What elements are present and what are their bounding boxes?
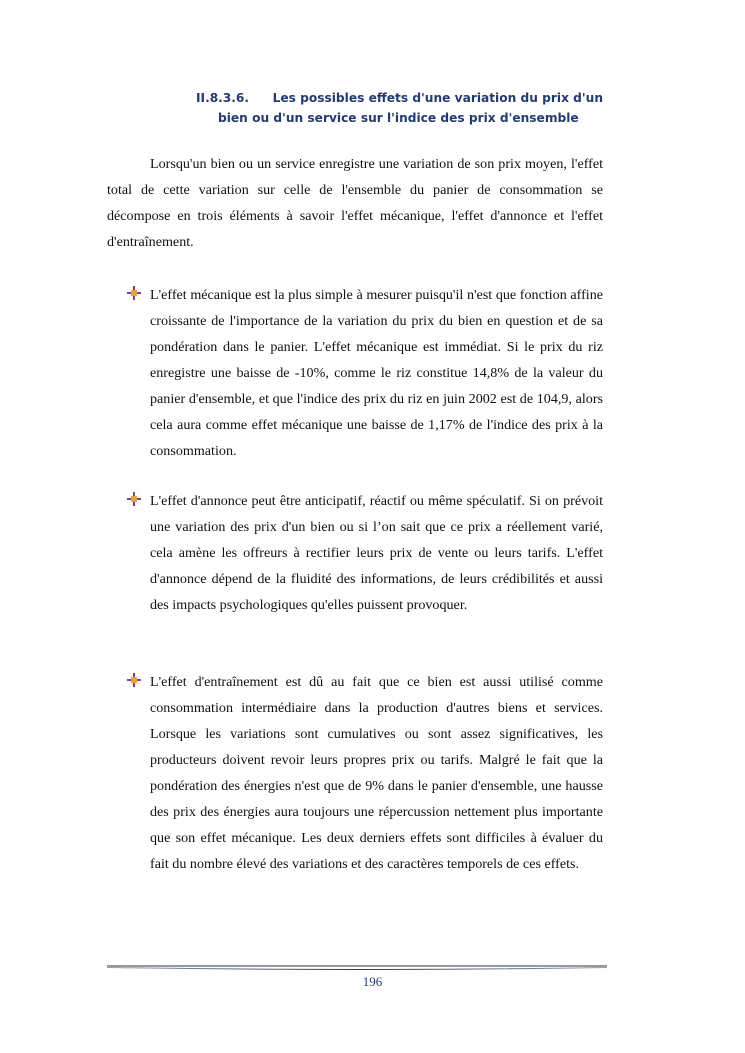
bullet-star-icon [127, 286, 141, 300]
bullet-item-announcement-effect [127, 488, 603, 618]
bullet-star-icon [127, 492, 141, 506]
section-number: II.8.3.6. [196, 91, 250, 105]
bullet-text: L'effet mécanique est la plus simple à mesurer puisqu'il n'est que fonction affine croissante de l'importance de la variation du prix du bien en question et de sa pondération dans le panier. L'effet mécanique est immédiat. Si le prix du riz enregistre une baisse de -10%, comme le riz constitue 14,8% de la valeur du panier d'ensemble, et que l'indice des prix du riz en juin 2002 est de 104,9, alors cela aura comme effet mécanique une baisse de 1,17% de l'indice des prix à la consommation. [150, 287, 603, 459]
bullet-star-icon [127, 673, 141, 687]
footer-divider [107, 964, 607, 970]
section-title-line-2: bien ou d'un service sur l'indice des prix d'ensemble [218, 111, 579, 125]
bullet-item-entrainment-effect [127, 669, 603, 877]
bullet-text: L'effet d'annonce peut être anticipatif, réactif ou même spéculatif. Si on prévoit une variation des prix d'un bien ou si l’on sait que ce prix a réellement varié, cela amène les offreurs à rectifier leurs prix de vente ou leurs tarifs. L'effet d'annonce dépend de la fluidité des informations, de leurs crédibilités et aussi des impacts psychologiques qu'elles puissent provoquer. [150, 493, 603, 613]
intro-text: Lorsqu'un bien ou un service enregistre une variation de son prix moyen, l'effet total de cette variation sur celle de l'ensemble du panier de consommation se décompose en trois éléments à savoir l'effet mécanique, l'effet d'annonce et l'effet d'entraînement. [107, 156, 603, 250]
intro-paragraph [107, 151, 603, 255]
page-number: 196 [362, 974, 383, 989]
bullet-item-mechanical-effect [127, 282, 603, 464]
bullet-text: L'effet d'entraînement est dû au fait que ce bien est aussi utilisé comme consommation intermédiaire dans la production d'autres biens et services. Lorsque les variations sont cumulatives ou sont assez significatives, les producteurs doivent revoir leurs propres prix ou tarifs. Malgré le fait que la pondération des énergies n'est que de 9% dans le panier d'ensemble, une hausse des prix des énergies aura toujours une répercussion nettement plus importante que son effet mécanique. Les deux derniers effets sont difficiles à évaluer du fait du nombre élevé des variations et des caractères temporels de ces effets. [150, 674, 603, 872]
section-heading [196, 88, 603, 128]
section-title-line-1: Les possibles effets d'une variation du prix d'un [272, 91, 603, 105]
